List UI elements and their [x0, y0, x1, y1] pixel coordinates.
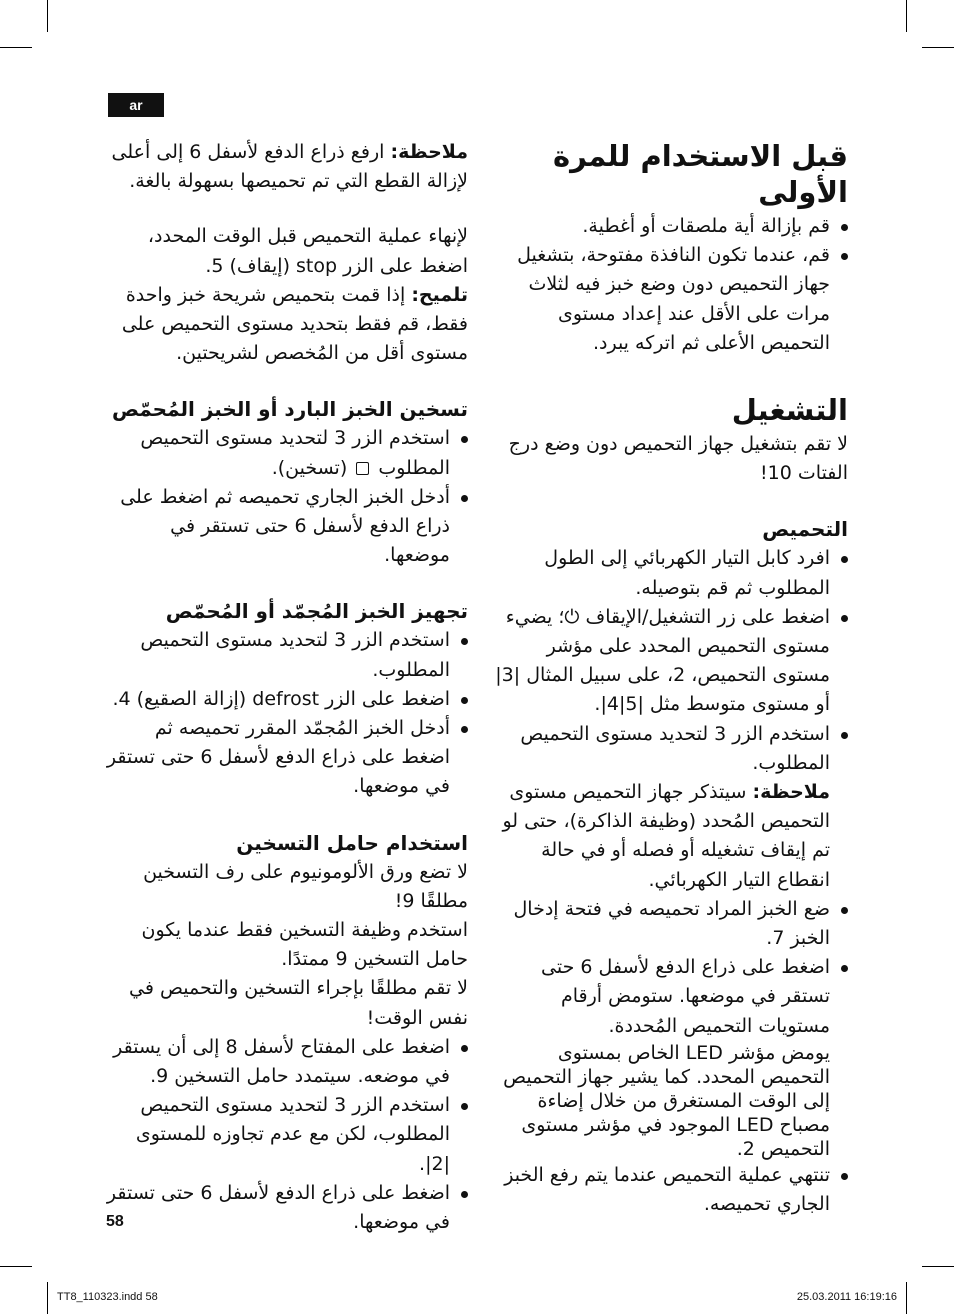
list-item: أدخل الخبز المُجمّد المقرر تحميصه ثم اضغط على ذراع الدفع لأسفل 6 حتى تستقر في موضعها.	[104, 714, 468, 802]
footer-file: TT8_110323.indd 58	[57, 1291, 158, 1303]
footer-date: 25.03.2011 16:19:16	[796, 1291, 897, 1303]
list-item: قم، عندما تكون النافذة مفتوحة، بتشغيل جهاز التحميص دون وضع خبز فيه لثلاث مرات على الأقل عند إعداد مستوى التحميص الأعلى ثم اتركه يبرد.	[490, 241, 848, 358]
list-item: اضغط على ذراع الدفع لأسفل 6 حتى تستقر في موضعها. ستومض أرقام مستويات التحميص المُحددة.	[490, 953, 848, 1041]
list-item: تنتهي عملية التحميص عندما يتم رفع الخبز الجاري تحميصه.	[490, 1161, 848, 1219]
frozen-list	[104, 626, 468, 801]
left-column	[104, 138, 468, 1237]
reheat-icon	[356, 462, 369, 475]
rack-info: استخدم وظيفة التسخين فقط عندما يكون حامل التسخين 9 ممتدًا.	[141, 919, 468, 971]
heading-rack: استخدام حامل التسخين	[236, 830, 468, 855]
list-item: استخدم الزر 3 لتحديد مستوى التحميص المطلوب (تسخين).	[104, 424, 468, 482]
toasting-list-3	[490, 1161, 848, 1219]
led-text: يومض مؤشر LED الخاص بمستوى التحميص المحدد. كما يشير جهاز التحميص إلى الوقت المستغرق من خلال إضاءة مصباح LED الموجود في مؤشر مستوى التحميص 2.	[503, 1041, 830, 1160]
rack-list	[104, 1033, 468, 1237]
rack-warning: لا تضع ورق الألومونيوم على رف التسخين مطلقًا 9!	[143, 860, 468, 912]
heading-toasting: التحميص	[762, 517, 848, 542]
language-tag: ar	[108, 93, 164, 117]
toasting-list-2	[490, 895, 848, 1041]
list-item: استخدم الزر 3 لتحديد مستوى التحميص المطلوب.	[490, 720, 848, 778]
list-item: استخدم الزر 3 لتحديد مستوى التحميص المطلوب، لكن مع عدم تجاوزه للمستوى |2|.	[104, 1091, 468, 1179]
heading-frozen: تجهيز الخبز المُجمّد أو المُحمّص	[165, 599, 468, 624]
section-title-operation: التشغيل	[731, 393, 848, 428]
heading-reheat: تسخين الخبز البارد أو الخبز المُحمّص	[111, 397, 468, 422]
list-item: اضغط على الزر defrost (إزالة الصقيع) 4.	[104, 685, 468, 714]
section-title-first-use: قبل الاستخدام للمرة الأولى	[553, 139, 848, 209]
crop-mark	[0, 47, 32, 48]
right-column	[490, 138, 848, 1219]
list-item: قم بإزالة أية ملصقات أو أغطية.	[490, 212, 848, 241]
page-number: 58	[106, 1213, 124, 1230]
crop-mark	[906, 1282, 907, 1314]
list-item: ضع الخبز المراد تحميصه في فتحة إدخال الخبز 7.	[490, 895, 848, 953]
crop-mark	[922, 47, 954, 48]
note-lift: ملاحظة: ارفع ذراع الدفع لأسفل 6 إلى أعلى لإزالة القطع التي تم تحميصها بسهولة بالغة.	[111, 141, 468, 193]
tip-text: تلميح: إذا قمت بتحميص شريحة خبز واحدة فقط، قم فقط بتحديد مستوى التحميص على مستوى أقل من المُخصص لشريحتين.	[121, 283, 468, 365]
note-memory: ملاحظة: سيتذكر جهاز التحميص مستوى التحميص المُحدد (وظيفة الذاكرة)، حتى لو تم إيقاف تشغيله أو فصله أو في حالة انقطاع التيار الكهربائي.	[502, 781, 830, 891]
operation-text: لا تقم بتشغيل جهاز التحميص دون وضع درج الفتات 10!	[508, 433, 848, 485]
list-item: اضغط على ذراع الدفع لأسفل 6 حتى تستقر في موضعها.	[104, 1179, 468, 1237]
crop-mark	[47, 1282, 48, 1314]
list-item: اضغط على المفتاح لأسفل 8 إلى أن يستقر في موضعه. سيتمدد حامل التسخين 9.	[104, 1033, 468, 1091]
first-use-list	[490, 212, 848, 358]
crop-mark	[922, 1266, 954, 1267]
toasting-list	[490, 544, 848, 778]
list-item: افرد كابل التيار الكهربائي إلى الطول المطلوب ثم قم بتوصيله.	[490, 544, 848, 602]
crop-mark	[0, 1266, 32, 1267]
list-item: استخدم الزر 3 لتحديد مستوى التحميص المطلوب.	[104, 626, 468, 684]
power-icon: ⏻	[564, 605, 580, 628]
cancel-text: لإنهاء عملية التحميص قبل الوقت المحدد، اضغط على الزر stop (إيقاف) 5.	[147, 225, 468, 277]
list-item: اضغط على زر التشغيل/الإيقاف ⏻؛ يضيء مستوى التحميص المحدد على مؤشر مستوى التحميص، 2، على سبيل المثال |3| أو مستوى متوسط مثل |5|4|.	[490, 603, 848, 720]
rack-caution: لا تقم مطلقًا بإجراء التسخين والتحميص في نفس الوقت!	[129, 977, 468, 1029]
crop-mark	[47, 0, 48, 32]
list-item: أدخل الخبز الجاري تحميصه ثم اضغط على ذراع الدفع لأسفل 6 حتى تستقر في موضعها.	[104, 483, 468, 571]
reheat-list	[104, 424, 468, 570]
crop-mark	[906, 0, 907, 32]
